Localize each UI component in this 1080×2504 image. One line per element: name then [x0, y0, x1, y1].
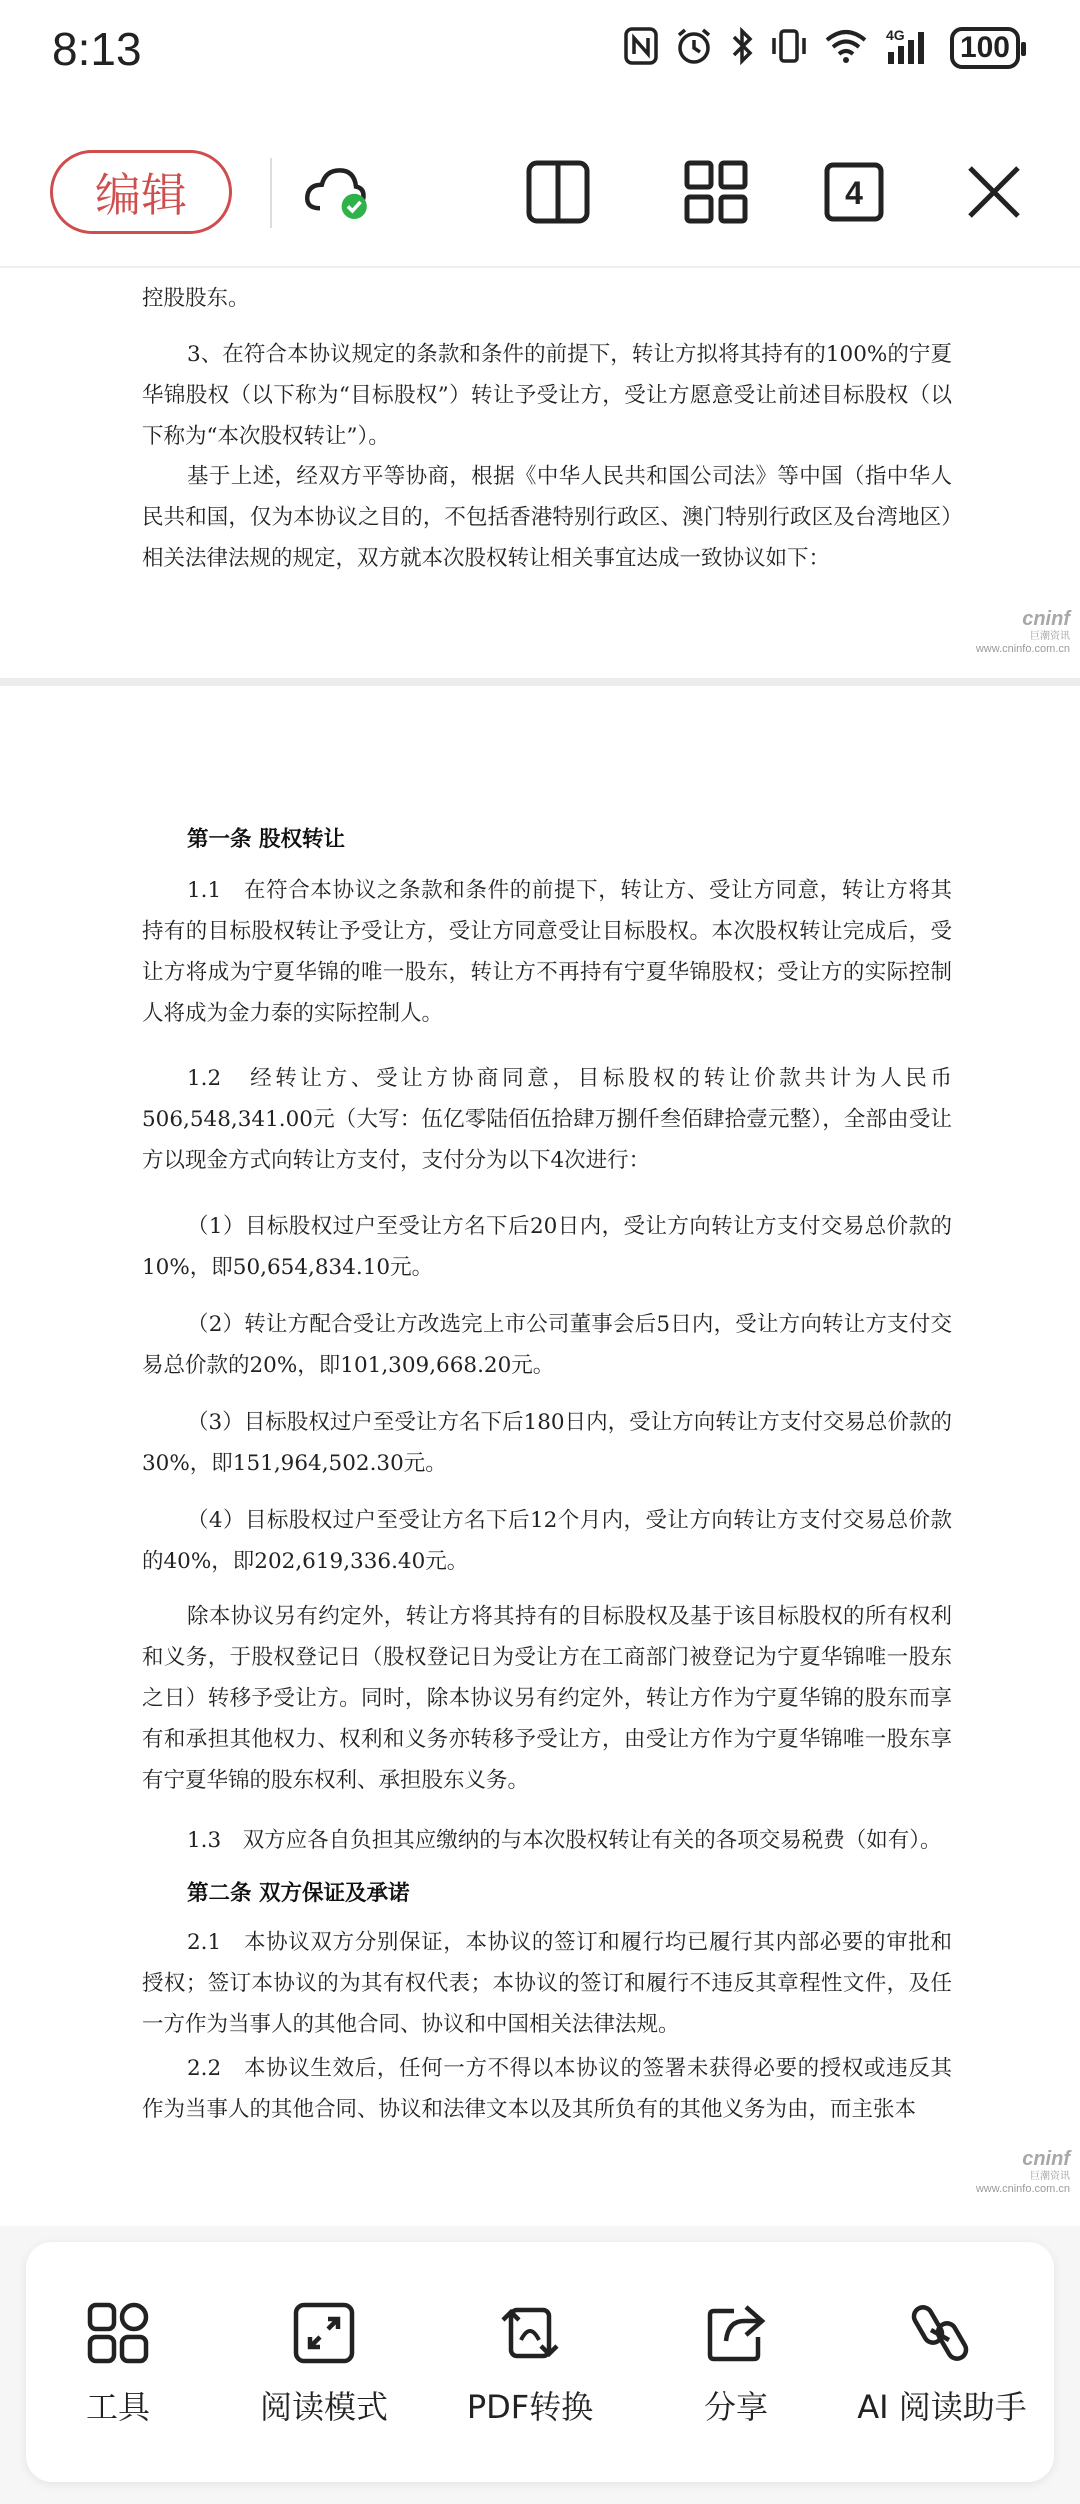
share-icon	[701, 2298, 771, 2368]
doc-paragraph: 2.1 本协议双方分别保证，本协议的签订和履行均已履行其内部必要的审批和授权；签订本协议的为其有权代表；本协议的签订和履行不违反其章程性文件，及任一方作为当事人的其他合同、协议和中国相关法律法规。	[142, 1930, 952, 2037]
ai-assistant-label: AI 阅读助手	[857, 2388, 1027, 2426]
doc-paragraph: （3）目标股权过户至受让方名下后180日内，受让方向转让方支付交易总价款的30%，即151,964,502.30元。	[142, 1410, 952, 1476]
toolbar-divider	[270, 158, 272, 228]
reading-mode-icon	[289, 2298, 359, 2368]
page-count-value: 4	[845, 175, 863, 211]
tools-button[interactable]	[18, 2298, 218, 2428]
doc-paragraph: 1.3 双方应各自负担其应缴纳的与本次股权转让有关的各项交易税费（如有）。	[187, 1828, 942, 1853]
doc-paragraph: （2）转让方配合受让方改选完上市公司董事会后5日内，受让方向转让方支付交易总价款的20%，即101,309,668.20元。	[142, 1312, 952, 1378]
share-button[interactable]	[636, 2298, 836, 2428]
grid-view-icon[interactable]	[680, 156, 752, 228]
pdf-convert-label: PDF转换	[466, 2388, 594, 2426]
cninfo-watermark	[960, 2148, 1070, 2196]
bottom-action-bar	[26, 2242, 1054, 2482]
cninfo-watermark	[960, 608, 1070, 656]
page-count-icon[interactable]	[818, 156, 890, 228]
page-separator	[0, 678, 1080, 686]
alarm-icon	[674, 26, 714, 70]
watermark-url: www.cninfo.com.cn	[975, 2183, 1070, 2195]
doc-paragraph: 1.2 经转让方、受让方协商同意，目标股权的转让价款共计为人民币506,548,341.00元（大写：伍亿零陆佰伍拾肆万捌仟叁佰肆拾壹元整），全部由受让方以现金方式向转让方支付，支付分为以下4次进行：	[142, 1066, 952, 1173]
document-toolbar	[0, 108, 1080, 268]
pdf-convert-icon	[495, 2298, 565, 2368]
share-label: 分享	[703, 2388, 768, 2426]
document-page	[0, 686, 1080, 2226]
watermark-brand: cninf	[1022, 608, 1070, 630]
tools-icon	[83, 2298, 153, 2368]
section-heading: 第一条 股权转让	[187, 827, 345, 852]
nfc-icon	[624, 26, 658, 70]
doc-paragraph: 1.1 在符合本协议之条款和条件的前提下，转让方、受让方同意，转让方将其持有的目标股权转让予受让方，受让方同意受让目标股权。本次股权转让完成后，受让方将成为宁夏华锦的唯一股东，转让方不再持有宁夏华锦股权；受让方的实际控制人将成为金力泰的实际控制人。	[142, 878, 952, 1026]
watermark-url: www.cninfo.com.cn	[975, 643, 1070, 655]
svg-text:4G: 4G	[885, 27, 905, 43]
ai-assistant-button[interactable]	[842, 2298, 1042, 2428]
watermark-sub: 巨潮资讯	[1030, 2171, 1070, 2182]
doc-paragraph: （4）目标股权过户至受让方名下后12个月内，受让方向转让方支付交易总价款的40%，即202,619,336.40元。	[142, 1508, 952, 1574]
signal-4g-icon	[884, 26, 934, 70]
watermark-brand: cninf	[1022, 2148, 1070, 2170]
reading-mode-button[interactable]	[224, 2298, 424, 2428]
doc-paragraph: 3、在符合本协议规定的条款和条件的前提下，转让方拟将其持有的100%的宁夏华锦股权（以下称为“目标股权”）转让予受让方，受让方愿意受让前述目标股权（以下称为“本次股权转让”）。	[142, 342, 952, 449]
battery-indicator: 100	[950, 27, 1020, 69]
reading-mode-label: 阅读模式	[259, 2388, 388, 2426]
cloud-synced-icon[interactable]	[302, 156, 374, 228]
vibrate-icon	[770, 26, 808, 70]
bluetooth-icon	[730, 26, 754, 70]
wifi-icon	[824, 28, 868, 68]
status-bar	[0, 0, 1080, 108]
split-view-icon[interactable]	[522, 156, 594, 228]
watermark-sub: 巨潮资讯	[1030, 631, 1070, 642]
section-heading: 第二条 双方保证及承诺	[187, 1881, 410, 1906]
status-time: 8:13	[52, 23, 142, 75]
edit-button[interactable]: 编辑	[50, 150, 232, 234]
doc-paragraph: （1）目标股权过户至受让方名下后20日内，受让方向转让方支付交易总价款的10%，即50,654,834.10元。	[142, 1214, 952, 1280]
doc-paragraph: 控股股东。	[142, 286, 250, 311]
bottom-action-area	[0, 2226, 1080, 2504]
doc-paragraph: 基于上述，经双方平等协商，根据《中华人民共和国公司法》等中国（指中华人民共和国，仅为本协议之目的，不包括香港特别行政区、澳门特别行政区及台湾地区）相关法律法规的规定，双方就本次股权转让相关事宜达成一致协议如下：	[142, 464, 952, 571]
ai-assistant-icon	[907, 2298, 977, 2368]
doc-paragraph: 2.2 本协议生效后，任何一方不得以本协议的签署未获得必要的授权或违反其作为当事人的其他合同、协议和法律文本以及其所负有的其他义务为由，而主张本	[142, 2056, 952, 2122]
status-icons	[624, 26, 1020, 70]
pdf-convert-button[interactable]	[430, 2298, 630, 2428]
tools-label: 工具	[85, 2388, 150, 2426]
close-icon[interactable]	[958, 156, 1030, 228]
document-page-previous	[0, 268, 1080, 678]
doc-paragraph: 除本协议另有约定外，转让方将其持有的目标股权及基于该目标股权的所有权利和义务，于股权登记日（股权登记日为受让方在工商部门被登记为宁夏华锦唯一股东之日）转移予受让方。同时，除本协议另有约定外，转让方作为宁夏华锦的股东而享有和承担其他权力、权利和义务亦转移予受让方，由受让方作为宁夏华锦唯一股东享有宁夏华锦的股东权利、承担股东义务。	[142, 1604, 952, 1793]
